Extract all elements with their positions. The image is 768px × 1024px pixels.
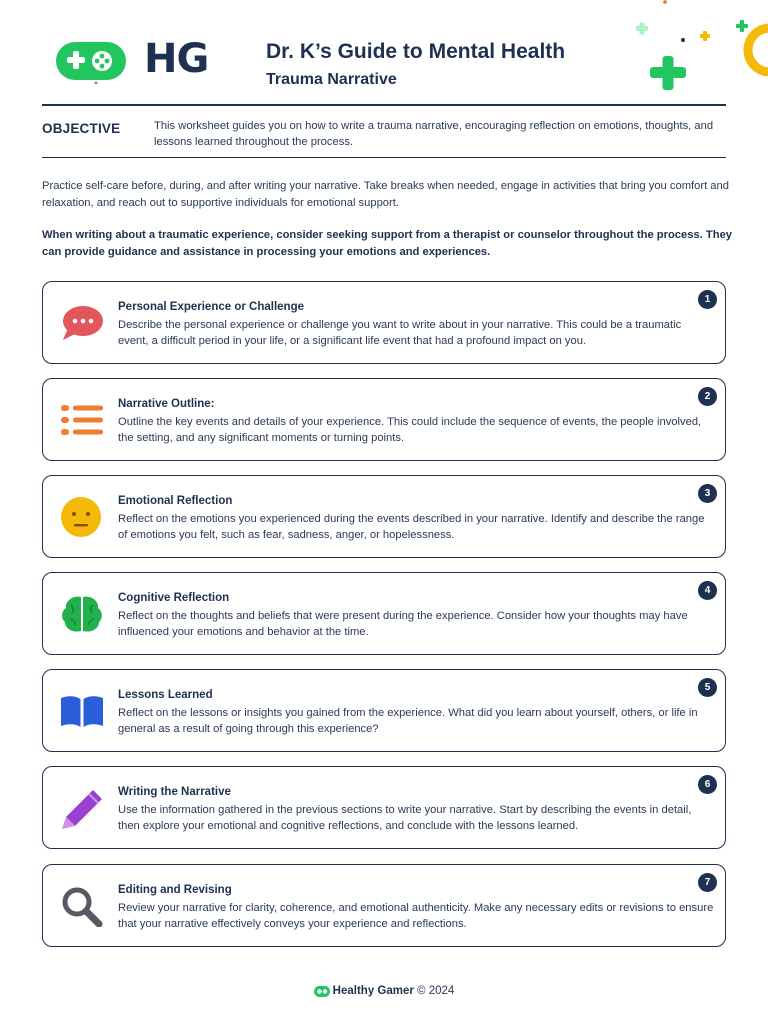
section-card-cognitive-reflection bbox=[42, 572, 726, 655]
section-number-badge: 6 bbox=[698, 775, 717, 794]
page-title: Dr. K’s Guide to Mental Health bbox=[266, 40, 566, 63]
section-text: Reflect on the emotions you experienced during the events described in your narrative. Identify and describe the range of emotions you felt, such as fear, sadness, anger, or hopelessness. bbox=[118, 513, 705, 541]
section-text: Review your narrative for clarity, coherence, and emotional authenticity. Make any necessary edits or revisions to ensure that your narrative effectively conveys your experience and reflections. bbox=[118, 902, 714, 930]
section-number-badge: 3 bbox=[698, 484, 717, 503]
page-subtitle: Trauma Narrative bbox=[266, 71, 397, 88]
section-heading: Editing and Revising bbox=[118, 884, 232, 896]
section-heading: Personal Experience or Challenge bbox=[118, 301, 304, 313]
section-card-personal-experience bbox=[42, 281, 726, 364]
page-header bbox=[0, 0, 768, 106]
brain-icon bbox=[59, 593, 105, 635]
section-number-badge: 2 bbox=[698, 387, 717, 406]
intro-bold-paragraph: When writing about a traumatic experience, consider seeking support from a therapist or counselor throughout the process. They can provide guidance and assistance in processing your emotions and experiences. bbox=[42, 229, 733, 258]
logo-wordmark: HG bbox=[144, 36, 209, 82]
decorative-shapes-icon bbox=[620, 0, 768, 100]
section-number-badge: 4 bbox=[698, 581, 717, 600]
section-card-editing-revising bbox=[42, 864, 726, 947]
intro-paragraph: Practice self-care before, during, and after writing your narrative. Take breaks when needed, engage in activities that bring you comfort and relaxation, and reach out to supportive individuals for emotional support. bbox=[42, 180, 729, 209]
section-number-badge: 1 bbox=[698, 290, 717, 309]
section-text: Describe the personal experience or challenge you want to write about in your narrative. This could be a traumatic event, a difficult period in your life, or a significant life event that had a profound impact on you. bbox=[118, 319, 682, 347]
neutral-face-icon bbox=[59, 496, 105, 538]
gamepad-logo-icon bbox=[314, 986, 330, 997]
pencil-icon bbox=[59, 787, 105, 829]
section-heading: Writing the Narrative bbox=[118, 786, 231, 798]
page-footer bbox=[0, 985, 768, 997]
section-number-badge: 7 bbox=[698, 873, 717, 892]
section-card-lessons-learned bbox=[42, 669, 726, 752]
header-divider bbox=[42, 104, 726, 106]
open-book-icon bbox=[59, 690, 105, 732]
speech-bubble-icon bbox=[59, 302, 105, 344]
section-heading: Cognitive Reflection bbox=[118, 592, 230, 604]
section-text: Reflect on the lessons or insights you gained from the experience. What did you learn about yourself, others, or life in general as a result of going through this experience? bbox=[118, 707, 698, 735]
objective-label: OBJECTIVE bbox=[42, 121, 121, 136]
section-heading: Narrative Outline: bbox=[118, 398, 215, 410]
gamepad-logo-icon bbox=[54, 40, 128, 84]
footer-copyright: © 2024 bbox=[417, 985, 455, 997]
magnifying-glass-icon bbox=[59, 885, 105, 927]
objective-text: This worksheet guides you on how to write a trauma narrative, encouraging reflection on emotions, thoughts, and lessons learned throughout the process. bbox=[154, 120, 714, 148]
section-heading: Emotional Reflection bbox=[118, 495, 233, 507]
section-text: Use the information gathered in the previous sections to write your narrative. Start by describing the events in detail, then explore your emotional and cognitive reflections, and conclude with the lessons learned. bbox=[118, 804, 692, 832]
section-heading: Lessons Learned bbox=[118, 689, 213, 701]
section-card-narrative-outline bbox=[42, 378, 726, 461]
footer-brand: Healthy Gamer bbox=[332, 985, 414, 997]
objective-divider bbox=[42, 157, 726, 158]
section-number-badge: 5 bbox=[698, 678, 717, 697]
section-text: Reflect on the thoughts and beliefs that were present during the experience. Consider how your thoughts may have influenced your emotions and behavior at the time. bbox=[118, 610, 688, 638]
section-text: Outline the key events and details of your experience. This could include the sequence of events, the people involved, the setting, and any significant moments or turning points. bbox=[118, 416, 702, 444]
section-card-writing-narrative bbox=[42, 766, 726, 849]
section-card-emotional-reflection bbox=[42, 475, 726, 558]
list-icon bbox=[59, 399, 105, 441]
